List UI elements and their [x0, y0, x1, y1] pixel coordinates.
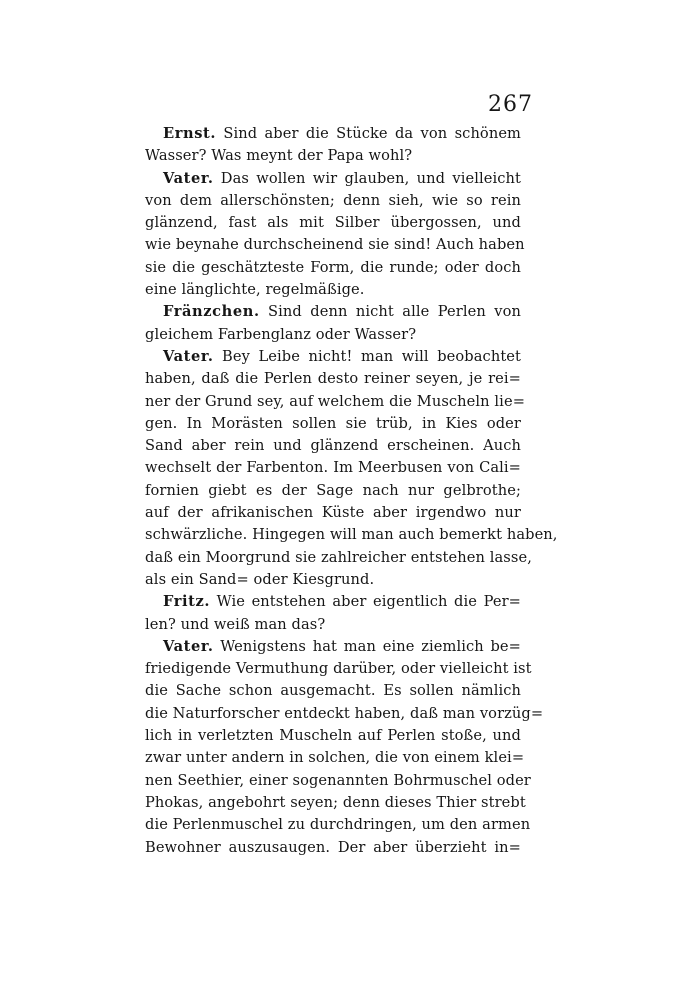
line-text: Phokas, angebohrt seyen; denn dieses Thier strebt	[145, 793, 526, 811]
text-line	[145, 435, 521, 457]
text-line	[145, 234, 525, 256]
line-text: gen. In Morästen sollen sie trüb, in Kies oder	[145, 414, 521, 432]
page-number: 267	[488, 92, 533, 117]
text-line	[145, 279, 521, 301]
line-text: zwar unter andern in solchen, die von einem klei=	[145, 749, 525, 767]
line-text: Sind aber die Stücke da von schönem	[216, 125, 521, 142]
text-line	[145, 792, 526, 814]
line-text: nen Seethier, einer sogenannten Bohrmuschel oder	[145, 771, 531, 789]
line-text: Bewohner auszusaugen. Der aber überzieht in=	[145, 838, 521, 856]
line-text: wechselt der Farbenton. Im Meerbusen von Cali=	[145, 459, 521, 477]
text-line	[145, 547, 532, 569]
line-text: auf der afrikanischen Küste aber irgendwo nur	[145, 504, 521, 522]
text-line	[145, 168, 521, 190]
line-text: Wenigstens hat man eine ziemlich be=	[213, 637, 521, 655]
page-text	[145, 123, 558, 859]
line-text: Sand aber rein und glänzend erscheinen. Auch	[145, 437, 521, 455]
text-line	[145, 391, 526, 413]
line-text: Bey Leibe nicht! man will beobachtet	[213, 347, 521, 365]
line-text: glänzend, fast als mit Silber übergossen, und	[145, 214, 521, 232]
line-text: wie beynahe durchscheinend sie sind! Auch haben	[145, 236, 525, 254]
text-line	[145, 346, 521, 368]
text-line	[145, 837, 521, 859]
line-text: Sind denn nicht alle Perlen von	[259, 303, 521, 321]
line-text: Wie entstehen aber eigentlich die Per=	[210, 593, 521, 611]
line-text: von dem allerschönsten; denn sieh, wie so rein	[145, 191, 521, 209]
text-line	[145, 814, 531, 836]
line-text: lich in verletzten Muscheln auf Perlen stoße, und	[145, 727, 521, 745]
speaker-name: Fritz.	[163, 593, 211, 611]
text-line	[145, 524, 558, 546]
text-line	[145, 569, 521, 591]
text-line	[145, 680, 521, 702]
text-line	[145, 257, 521, 279]
line-text: Wasser? Was meynt der Papa wohl?	[145, 147, 413, 165]
speaker-name: Ernst.	[163, 125, 217, 142]
text-line	[145, 502, 521, 524]
line-text: gleichem Farbenglanz oder Wasser?	[145, 325, 417, 343]
speaker-name: Vater.	[163, 347, 214, 365]
line-text: ner der Grund sey, auf welchem die Muscheln lie=	[145, 392, 526, 410]
text-line	[145, 591, 521, 613]
text-line	[145, 770, 531, 792]
text-line	[145, 123, 521, 145]
speaker-name: Vater.	[163, 169, 214, 187]
text-line	[145, 190, 521, 212]
text-line	[145, 658, 532, 680]
line-text: friedigende Vermuthung darüber, oder vielleicht ist	[145, 660, 532, 678]
line-text: Das wollen wir glauben, und vielleicht	[213, 169, 521, 187]
speaker-name: Fränzchen.	[163, 303, 260, 321]
line-text: die Naturforscher entdeckt haben, daß man vorzüg=	[145, 704, 544, 722]
line-text: len? und weiß man das?	[145, 615, 326, 633]
line-text: eine länglichte, regelmäßige.	[145, 281, 365, 299]
text-line	[145, 747, 525, 769]
text-line	[145, 212, 521, 234]
text-line	[145, 324, 521, 346]
text-line	[145, 145, 521, 167]
speaker-name: Vater.	[163, 637, 214, 655]
line-text: die Perlenmuschel zu durchdringen, um den armen	[145, 816, 531, 834]
text-line	[145, 636, 521, 658]
line-text: haben, daß die Perlen desto reiner seyen, je rei=	[145, 370, 521, 388]
text-line	[145, 703, 544, 725]
text-line	[145, 413, 521, 435]
line-text: fornien giebt es der Sage nach nur gelbrothe;	[145, 481, 521, 499]
text-line	[145, 480, 521, 502]
line-text: sie die geschätzteste Form, die runde; oder doch	[145, 258, 521, 276]
text-line	[145, 368, 521, 390]
text-line	[145, 725, 521, 747]
line-text: daß ein Moorgrund sie zahlreicher entstehen lasse,	[145, 548, 532, 566]
line-text: die Sache schon ausgemacht. Es sollen nämlich	[145, 682, 521, 700]
line-text: als ein Sand= oder Kiesgrund.	[145, 570, 375, 588]
text-line	[145, 457, 521, 479]
text-line	[145, 301, 521, 323]
line-text: schwärzliche. Hingegen will man auch bemerkt haben,	[145, 526, 558, 544]
text-line	[145, 614, 521, 636]
